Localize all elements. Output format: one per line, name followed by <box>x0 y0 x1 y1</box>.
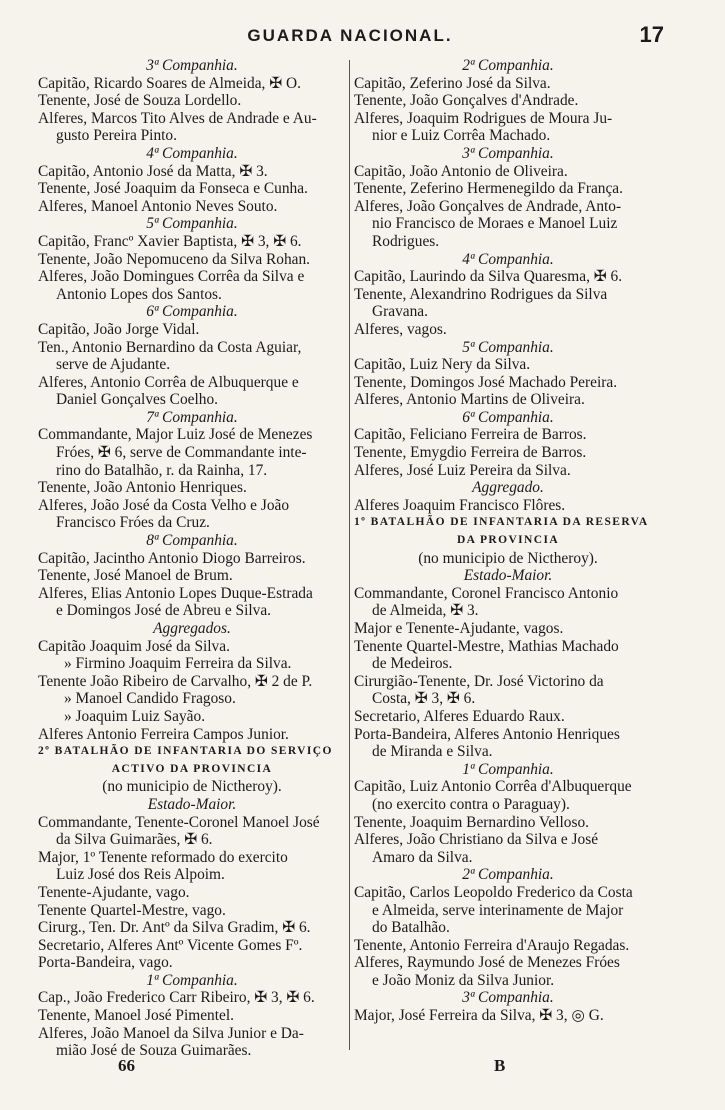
right-column-line: Tenente, Antonio Ferreira d'Araujo Regadas. <box>354 936 630 954</box>
page-number: 17 <box>639 22 664 47</box>
left-column-line: Ten., Antonio Bernardino da Costa Aguiar, <box>38 338 302 356</box>
right-column-line: do Batalhão. <box>372 919 450 937</box>
right-column-line: Amaro da Silva. <box>372 848 473 866</box>
left-column-line: Tenente, José de Souza Lordello. <box>38 92 242 110</box>
left-column-line: Secretario, Alferes Antº Vicente Gomes Fº. <box>38 936 303 954</box>
running-title: GUARDA NACIONAL. <box>247 26 453 45</box>
left-column-line: Tenente, José Joaquim da Fonseca e Cunha. <box>38 180 308 198</box>
right-column-line: Capitão, Feliciano Ferreira de Barros. <box>354 426 587 444</box>
right-column-line: nior e Luiz Corrêa Machado. <box>372 127 551 145</box>
left-column-line: 2º BATALHÃO DE INFANTARIA DO SERVIÇO <box>38 745 333 758</box>
right-column-line: 2ª Companhia. <box>462 57 554 74</box>
right-column-line: nio Francisco de Moraes e Manoel Luiz <box>372 215 618 233</box>
right-column-line: Aggregado. <box>472 479 544 497</box>
left-column-line: Aggregados. <box>153 620 231 637</box>
left-column-line: serve de Ajudante. <box>56 356 171 374</box>
left-column-line: Porta-Bandeira, vago. <box>38 954 173 972</box>
right-column-line: e Almeida, serve interinamente de Major <box>372 901 624 919</box>
right-column-line: Tenente, Alexandrino Rodrigues da Silva <box>354 285 608 303</box>
left-column-line: Alferes, Manoel Antonio Neves Souto. <box>38 197 278 215</box>
left-column-line: Capitão, João Jorge Vidal. <box>38 320 200 338</box>
left-column-line: 1ª Companhia. <box>146 971 238 989</box>
signature-mark-left: 66 <box>118 1056 135 1075</box>
right-column-line: Tenente, Domingos José Machado Pereira. <box>354 373 618 391</box>
right-column-line: de Medeiros. <box>372 655 453 673</box>
right-column-line: (no exercito contra o Paraguay). <box>372 795 570 813</box>
left-column-line: Alferes, João Manoel da Silva Junior e Da- <box>38 1024 304 1042</box>
left-column-line: » Firmino Joaquim Ferreira da Silva. <box>64 655 292 673</box>
right-column-line: Estado-Maior. <box>463 567 553 585</box>
left-column-line: Tenente Quartel-Mestre, vago. <box>38 901 226 919</box>
right-column-line: (no municipio de Nictheroy). <box>418 549 598 567</box>
left-column-line: Tenente, José Manoel de Brum. <box>38 567 233 585</box>
left-column-line: ACTIVO DA PROVINCIA <box>111 762 273 775</box>
left-column-line: Cap., João Frederico Carr Ribeiro, ✠ 3, ✠ 6. <box>38 989 315 1007</box>
right-column-line: Capitão, João Antonio de Oliveira. <box>354 162 568 180</box>
left-column-line: 8ª Companhia. <box>146 532 238 550</box>
left-column-line: » Joaquim Luiz Sayão. <box>64 707 206 725</box>
left-column-line: mião José de Souza Guimarães. <box>56 1042 252 1060</box>
left-column-line: Alferes, Marcos Tito Alves de Andrade e Au- <box>38 109 317 127</box>
left-column-line: gusto Pereira Pinto. <box>56 127 177 145</box>
right-column-line: Tenente, Joaquim Bernardino Velloso. <box>354 813 590 831</box>
left-column-line: Tenente-Ajudante, vago. <box>38 883 190 901</box>
left-column-line: 7ª Companhia. <box>146 408 238 426</box>
right-column-line: Alferes, vagos. <box>354 320 447 338</box>
right-column-line: Tenente Quartel-Mestre, Mathias Machado <box>354 637 619 655</box>
left-column-line: da Silva Guimarães, ✠ 6. <box>56 831 213 849</box>
signature-mark-right: B <box>494 1056 506 1075</box>
right-column-line: Tenente, Zeferino Hermenegildo da França. <box>354 180 623 198</box>
left-column-line: Tenente, João Antonio Henriques. <box>38 479 247 497</box>
right-column-line: 3ª Companhia. <box>462 989 554 1007</box>
right-column-line: Alferes Joaquim Francisco Flôres. <box>354 496 566 514</box>
right-column-line: Tenente, João Gonçalves d'Andrade. <box>354 92 579 110</box>
left-column-line: Estado-Maior. <box>147 795 237 813</box>
left-column-line: 3ª Companhia. <box>146 57 238 74</box>
left-column-line: Antonio Lopes dos Santos. <box>56 285 222 303</box>
right-column-line: Tenente, Emygdio Ferreira de Barros. <box>354 444 587 462</box>
right-column-line: Alferes, João Christiano da Silva e José <box>354 831 599 849</box>
right-column-line: de Miranda e Silva. <box>372 743 493 761</box>
right-column-line: Major e Tenente-Ajudante, vagos. <box>354 620 564 637</box>
right-column-line: Secretario, Alferes Eduardo Raux. <box>354 707 565 725</box>
column-divider <box>349 60 350 1050</box>
right-column-line: Capitão, Carlos Leopoldo Frederico da Costa <box>354 883 633 901</box>
right-column <box>354 57 662 1057</box>
left-column-line: » Manoel Candido Fragoso. <box>64 690 236 708</box>
left-column-line: Alferes, Antonio Corrêa de Albuquerque e <box>38 373 299 391</box>
right-column-line: Alferes, Joaquim Rodrigues de Moura Ju- <box>354 109 613 127</box>
right-column-line: Capitão, Zeferino José da Silva. <box>354 74 551 92</box>
left-column-line: (no municipio de Nictheroy). <box>102 778 282 796</box>
left-column-line: 4ª Companhia. <box>146 144 238 162</box>
right-column-line: 6ª Companhia. <box>462 408 554 426</box>
right-column-line: Cirurgião-Tenente, Dr. José Victorino da <box>354 672 604 690</box>
left-column-line: Cirurg., Ten. Dr. Antº da Silva Gradim, ✠ 6. <box>38 919 311 937</box>
left-column-line: Tenente, João Nepomuceno da Silva Rohan. <box>38 250 311 268</box>
left-column-line: Daniel Gonçalves Coelho. <box>56 391 218 409</box>
right-column-line: Capitão, Luiz Nery da Silva. <box>354 356 531 374</box>
right-column-line: de Almeida, ✠ 3. <box>372 602 479 620</box>
left-column-line: Capitão, Jacintho Antonio Diogo Barreiros. <box>38 549 306 567</box>
left-column-line: 6ª Companhia. <box>146 303 238 321</box>
right-column-line: Commandante, Coronel Francisco Antonio <box>354 584 619 602</box>
right-column-line: Porta-Bandeira, Alferes Antonio Henriques <box>354 725 620 743</box>
right-column-line: Alferes, Antonio Martins de Oliveira. <box>354 391 585 409</box>
left-column-line: e Domingos José de Abreu e Silva. <box>56 602 272 620</box>
left-column-line: Alferes, Elias Antonio Lopes Duque-Estrada <box>38 584 313 602</box>
right-column-line: Gravana. <box>372 303 428 321</box>
left-column-line: Tenente João Ribeiro de Carvalho, ✠ 2 de P. <box>38 672 313 690</box>
left-column-line: Major, 1º Tenente reformado do exercito <box>38 848 288 866</box>
right-column-line: 4ª Companhia. <box>462 250 554 268</box>
right-column-line: e João Moniz da Silva Junior. <box>372 971 555 989</box>
left-column-line: Alferes Antonio Ferreira Campos Junior. <box>38 725 289 743</box>
left-column-line: Tenente, Manoel José Pimentel. <box>38 1007 234 1025</box>
left-column-line: rino do Batalhão, r. da Rainha, 17. <box>56 461 268 479</box>
left-column-line: Capitão, Ricardo Soares de Almeida, ✠ O. <box>38 74 301 92</box>
right-column-line: Rodrigues. <box>372 232 440 250</box>
right-column-line: 3ª Companhia. <box>462 144 554 162</box>
left-column-line: Fróes, ✠ 6, serve de Commandante inte- <box>56 444 307 462</box>
left-column-line: Capitão Joaquim José da Silva. <box>38 637 230 655</box>
right-column-line: Alferes, José Luiz Pereira da Silva. <box>354 461 571 479</box>
right-column-line: Capitão, Luiz Antonio Corrêa d'Albuquerque <box>354 778 632 796</box>
left-column-line: Alferes, João Domingues Corrêa da Silva e <box>38 268 305 286</box>
right-column-line: 1º BATALHÃO DE INFANTARIA DA RESERVA <box>354 516 649 529</box>
left-column-line: Francisco Fróes da Cruz. <box>56 514 210 532</box>
right-column-line: DA PROVINCIA <box>456 534 560 547</box>
left-column-line: Alferes, João José da Costa Velho e João <box>38 496 290 514</box>
page-header <box>36 22 664 52</box>
left-column-line: 5ª Companhia. <box>146 215 238 233</box>
right-column-line: 2ª Companhia. <box>462 866 554 884</box>
left-column-line: Commandante, Tenente-Coronel Manoel José <box>38 813 320 831</box>
right-column-line: 5ª Companhia. <box>462 338 554 356</box>
right-column-line: Alferes, Raymundo José de Menezes Fróes <box>354 954 620 972</box>
left-column <box>38 57 346 1060</box>
left-column-line: Capitão, Francº Xavier Baptista, ✠ 3, ✠ 6. <box>38 232 302 250</box>
right-column-line: 1ª Companhia. <box>462 760 554 778</box>
right-column-line: Capitão, Laurindo da Silva Quaresma, ✠ 6. <box>354 268 623 286</box>
left-column-line: Commandante, Major Luiz José de Menezes <box>38 426 313 444</box>
left-column-line: Luiz José dos Reis Alpoim. <box>56 866 225 884</box>
right-column-line: Costa, ✠ 3, ✠ 6. <box>372 690 476 708</box>
right-column-line: Alferes, João Gonçalves de Andrade, Anto- <box>354 197 622 215</box>
right-column-line: Major, José Ferreira da Silva, ✠ 3, ◎ G. <box>354 1007 604 1025</box>
left-column-line: Capitão, Antonio José da Matta, ✠ 3. <box>38 162 268 180</box>
